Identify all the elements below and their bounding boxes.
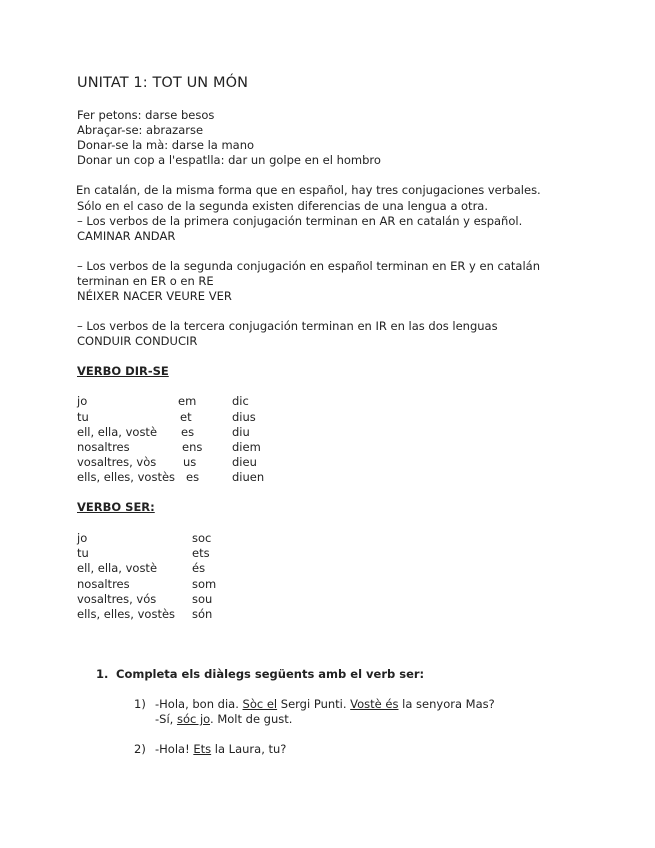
question-line: -Hola! Ets la Laura, tu? bbox=[155, 742, 287, 756]
pronoun: vosaltres, vòs bbox=[77, 455, 157, 469]
reflexive: us bbox=[183, 455, 197, 469]
exercise-number: 1. bbox=[96, 667, 109, 681]
verb-form: diem bbox=[232, 440, 261, 454]
pronoun: jo bbox=[77, 394, 88, 408]
verb-form: són bbox=[192, 607, 213, 621]
answer-blank: Vostè és bbox=[350, 697, 399, 711]
verb-form: som bbox=[192, 577, 217, 591]
vocab-line: Donar-se la mà: darse la mano bbox=[77, 138, 255, 152]
dir-se-heading: VERBO DIR-SE bbox=[77, 364, 169, 378]
page-title: UNITAT 1: TOT UN MÓN bbox=[77, 75, 249, 91]
question-line: -Hola, bon dia. Sòc el Sergi Punti. Vostè és la senyora Mas? bbox=[155, 697, 495, 711]
verb-form: diuen bbox=[232, 470, 265, 484]
vocab-line: Fer petons: darse besos bbox=[77, 108, 215, 122]
reflexive: em bbox=[178, 394, 197, 408]
intro-line: En catalán, de la misma forma que en español, hay tres conjugaciones verbales. bbox=[76, 183, 541, 197]
exercise-title: Completa els diàlegs següents amb el verb ser: bbox=[116, 667, 425, 681]
pronoun: ell, ella, vostè bbox=[77, 425, 158, 439]
verb-form: soc bbox=[192, 531, 212, 545]
verb-form: dic bbox=[232, 394, 249, 408]
reflexive: et bbox=[180, 410, 192, 424]
ser-heading: VERBO SER: bbox=[77, 500, 155, 514]
pronoun: vosaltres, vós bbox=[77, 592, 157, 606]
answer-blank: Sòc el bbox=[242, 697, 278, 711]
second-conjugation-examples: NÉIXER NACER VEURE VER bbox=[77, 289, 232, 303]
third-conjugation-text: – Los verbos de la tercera conjugación terminan en IR en las dos lenguas bbox=[77, 319, 498, 333]
intro-line: Sólo en el caso de la segunda existen diferencias de una lengua a otra. bbox=[77, 199, 488, 213]
vocab-line: Donar un cop a l'espatlla: dar un golpe en el hombro bbox=[77, 153, 381, 167]
pronoun: jo bbox=[77, 531, 88, 545]
pronoun: tu bbox=[77, 546, 89, 560]
answer-blank: Ets bbox=[193, 742, 212, 756]
pronoun: nosaltres bbox=[77, 440, 130, 454]
answer-line: -Sí, sóc jo. Molt de gust. bbox=[155, 712, 293, 726]
reflexive: es bbox=[181, 425, 195, 439]
verb-form: és bbox=[192, 561, 206, 575]
verb-form: dieu bbox=[232, 455, 257, 469]
verb-form: diu bbox=[232, 425, 250, 439]
answer-blank: sóc jo bbox=[176, 712, 211, 726]
third-conjugation-examples: CONDUIR CONDUCIR bbox=[77, 334, 198, 348]
intro-line: CAMINAR ANDAR bbox=[77, 229, 176, 243]
reflexive: es bbox=[186, 470, 200, 484]
reflexive: ens bbox=[182, 440, 203, 454]
pronoun: nosaltres bbox=[77, 577, 130, 591]
verb-form: dius bbox=[232, 410, 256, 424]
pronoun: tu bbox=[77, 410, 89, 424]
question-number: 2) bbox=[134, 742, 146, 756]
vocab-line: Abraçar-se: abrazarse bbox=[77, 123, 204, 137]
intro-line: – Los verbos de la primera conjugación terminan en AR en catalán y español. bbox=[77, 214, 523, 228]
pronoun: ells, elles, vostès bbox=[77, 607, 176, 621]
question-number: 1) bbox=[134, 697, 146, 711]
verb-form: sou bbox=[192, 592, 213, 606]
verb-form: ets bbox=[192, 546, 210, 560]
pronoun: ell, ella, vostè bbox=[77, 561, 158, 575]
pronoun: ells, elles, vostès bbox=[77, 470, 176, 484]
second-conjugation-text: – Los verbos de la segunda conjugación en español terminan en ER y en catalán terminan en ER o en RE bbox=[77, 259, 540, 288]
